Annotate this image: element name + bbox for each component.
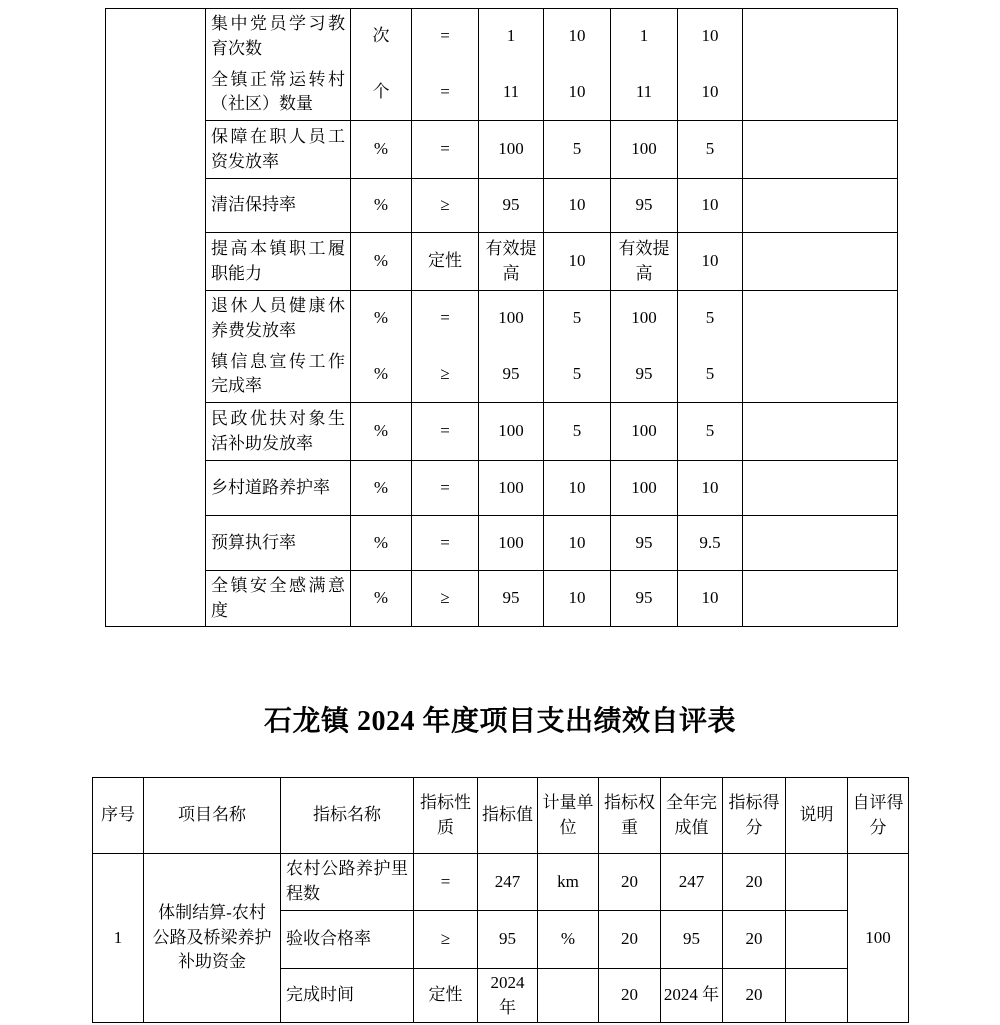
score-cell: 10 <box>678 179 743 233</box>
target-value-cell: 2024 年 <box>478 969 538 1023</box>
indicator-name-cell: 乡村道路养护率 <box>206 461 351 516</box>
note-cell <box>743 121 898 179</box>
nature-cell: 定性 <box>414 969 478 1023</box>
note-cell <box>743 233 898 291</box>
note-cell <box>786 911 848 969</box>
indicator-name-cell: 农村公路养护里程数 <box>281 854 414 911</box>
unit-cell: % <box>351 571 412 627</box>
unit-cell: % <box>351 233 412 291</box>
weight-cell: 10 <box>544 516 611 571</box>
unit-cell: % <box>538 911 599 969</box>
header-weight: 指标权重 <box>599 778 661 854</box>
weight-cell: 5 <box>544 403 611 461</box>
self-score-cell: 100 <box>848 854 909 1023</box>
target-value-cell: 100 <box>479 121 544 179</box>
nature-cell: ≥ <box>414 911 478 969</box>
score-cell: 5 <box>678 121 743 179</box>
score-cell: 10 <box>678 233 743 291</box>
note-cell <box>786 969 848 1023</box>
indicator-name-cell: 集中党员学习教育次数 <box>206 9 351 65</box>
table-row <box>106 179 898 233</box>
table-row <box>106 571 898 627</box>
header-row <box>93 778 909 854</box>
actual-value-cell: 有效提高 <box>611 233 678 291</box>
score-cell: 5 <box>678 347 743 403</box>
score-cell: 10 <box>678 65 743 121</box>
unit-cell: km <box>538 854 599 911</box>
actual-value-cell: 95 <box>611 516 678 571</box>
nature-cell: = <box>412 9 479 65</box>
header-indicator-value: 指标值 <box>478 778 538 854</box>
actual-value-cell: 100 <box>611 461 678 516</box>
indicator-name-cell: 清洁保持率 <box>206 179 351 233</box>
actual-value-cell: 100 <box>611 121 678 179</box>
score-cell: 20 <box>723 911 786 969</box>
actual-value-cell: 1 <box>611 9 678 65</box>
unit-cell: % <box>351 403 412 461</box>
nature-cell: = <box>412 403 479 461</box>
table-row <box>93 854 909 911</box>
header-self-score: 自评得分 <box>848 778 909 854</box>
score-cell: 5 <box>678 403 743 461</box>
header-note: 说明 <box>786 778 848 854</box>
indicator-name-cell: 提高本镇职工履职能力 <box>206 233 351 291</box>
unit-cell: % <box>351 121 412 179</box>
weight-cell: 10 <box>544 233 611 291</box>
note-cell <box>786 854 848 911</box>
note-cell <box>743 9 898 65</box>
unit-cell: % <box>351 179 412 233</box>
category-cell <box>106 9 206 627</box>
table-row <box>106 347 898 403</box>
indicator-name-cell: 保障在职人员工资发放率 <box>206 121 351 179</box>
weight-cell: 20 <box>599 854 661 911</box>
target-value-cell: 100 <box>479 461 544 516</box>
actual-value-cell: 95 <box>661 911 723 969</box>
project-name-cell: 体制结算-农村公路及桥梁养护补助资金 <box>144 854 281 1023</box>
score-cell: 10 <box>678 9 743 65</box>
actual-value-cell: 2024 年 <box>661 969 723 1023</box>
nature-cell: = <box>412 516 479 571</box>
target-value-cell: 247 <box>478 854 538 911</box>
project-table <box>92 777 909 1023</box>
table-row <box>106 233 898 291</box>
target-value-cell: 95 <box>479 347 544 403</box>
score-cell: 9.5 <box>678 516 743 571</box>
unit-cell: 个 <box>351 65 412 121</box>
note-cell <box>743 179 898 233</box>
target-value-cell: 100 <box>479 403 544 461</box>
actual-value-cell: 95 <box>611 571 678 627</box>
note-cell <box>743 461 898 516</box>
weight-cell: 20 <box>599 911 661 969</box>
note-cell <box>743 65 898 121</box>
seq-cell: 1 <box>93 854 144 1023</box>
unit-cell: % <box>351 516 412 571</box>
weight-cell: 10 <box>544 179 611 233</box>
unit-cell: % <box>351 291 412 347</box>
nature-cell: ≥ <box>412 571 479 627</box>
nature-cell: ≥ <box>412 179 479 233</box>
actual-value-cell: 11 <box>611 65 678 121</box>
table-row <box>106 9 898 65</box>
weight-cell: 10 <box>544 571 611 627</box>
weight-cell: 10 <box>544 9 611 65</box>
weight-cell: 5 <box>544 347 611 403</box>
nature-cell: = <box>412 461 479 516</box>
weight-cell: 20 <box>599 969 661 1023</box>
indicator-name-cell: 民政优扶对象生活补助发放率 <box>206 403 351 461</box>
header-annual-value: 全年完成值 <box>661 778 723 854</box>
header-indicator-name: 指标名称 <box>281 778 414 854</box>
header-seq: 序号 <box>93 778 144 854</box>
actual-value-cell: 100 <box>611 291 678 347</box>
nature-cell: = <box>414 854 478 911</box>
table-row <box>106 291 898 347</box>
score-cell: 10 <box>678 461 743 516</box>
nature-cell: ≥ <box>412 347 479 403</box>
actual-value-cell: 95 <box>611 347 678 403</box>
indicator-name-cell: 退休人员健康休养费发放率 <box>206 291 351 347</box>
header-indicator-score: 指标得分 <box>723 778 786 854</box>
score-cell: 10 <box>678 571 743 627</box>
weight-cell: 10 <box>544 461 611 516</box>
weight-cell: 5 <box>544 291 611 347</box>
weight-cell: 5 <box>544 121 611 179</box>
actual-value-cell: 100 <box>611 403 678 461</box>
target-value-cell: 11 <box>479 65 544 121</box>
target-value-cell: 95 <box>478 911 538 969</box>
target-value-cell: 100 <box>479 291 544 347</box>
nature-cell: 定性 <box>412 233 479 291</box>
continuation-table <box>105 8 898 627</box>
score-cell: 20 <box>723 854 786 911</box>
header-unit: 计量单位 <box>538 778 599 854</box>
unit-cell: % <box>351 461 412 516</box>
note-cell <box>743 571 898 627</box>
table-row <box>106 461 898 516</box>
indicator-name-cell: 完成时间 <box>281 969 414 1023</box>
target-value-cell: 100 <box>479 516 544 571</box>
actual-value-cell: 247 <box>661 854 723 911</box>
note-cell <box>743 403 898 461</box>
nature-cell: = <box>412 291 479 347</box>
table-row <box>106 516 898 571</box>
indicator-name-cell: 预算执行率 <box>206 516 351 571</box>
indicator-name-cell: 全镇正常运转村（社区）数量 <box>206 65 351 121</box>
page-title: 石龙镇 2024 年度项目支出绩效自评表 <box>263 706 736 737</box>
target-value-cell: 95 <box>479 571 544 627</box>
header-indicator-nature: 指标性质 <box>414 778 478 854</box>
nature-cell: = <box>412 121 479 179</box>
table-row <box>106 403 898 461</box>
header-project-name: 项目名称 <box>144 778 281 854</box>
unit-cell: 次 <box>351 9 412 65</box>
nature-cell: = <box>412 65 479 121</box>
indicator-name-cell: 镇信息宣传工作完成率 <box>206 347 351 403</box>
score-cell: 5 <box>678 291 743 347</box>
target-value-cell: 1 <box>479 9 544 65</box>
note-cell <box>743 516 898 571</box>
table-row <box>106 121 898 179</box>
weight-cell: 10 <box>544 65 611 121</box>
target-value-cell: 有效提高 <box>479 233 544 291</box>
indicator-name-cell: 全镇安全感满意度 <box>206 571 351 627</box>
score-cell: 20 <box>723 969 786 1023</box>
unit-cell <box>538 969 599 1023</box>
note-cell <box>743 291 898 347</box>
actual-value-cell: 95 <box>611 179 678 233</box>
indicator-name-cell: 验收合格率 <box>281 911 414 969</box>
table-row <box>106 65 898 121</box>
note-cell <box>743 347 898 403</box>
target-value-cell: 95 <box>479 179 544 233</box>
unit-cell: % <box>351 347 412 403</box>
